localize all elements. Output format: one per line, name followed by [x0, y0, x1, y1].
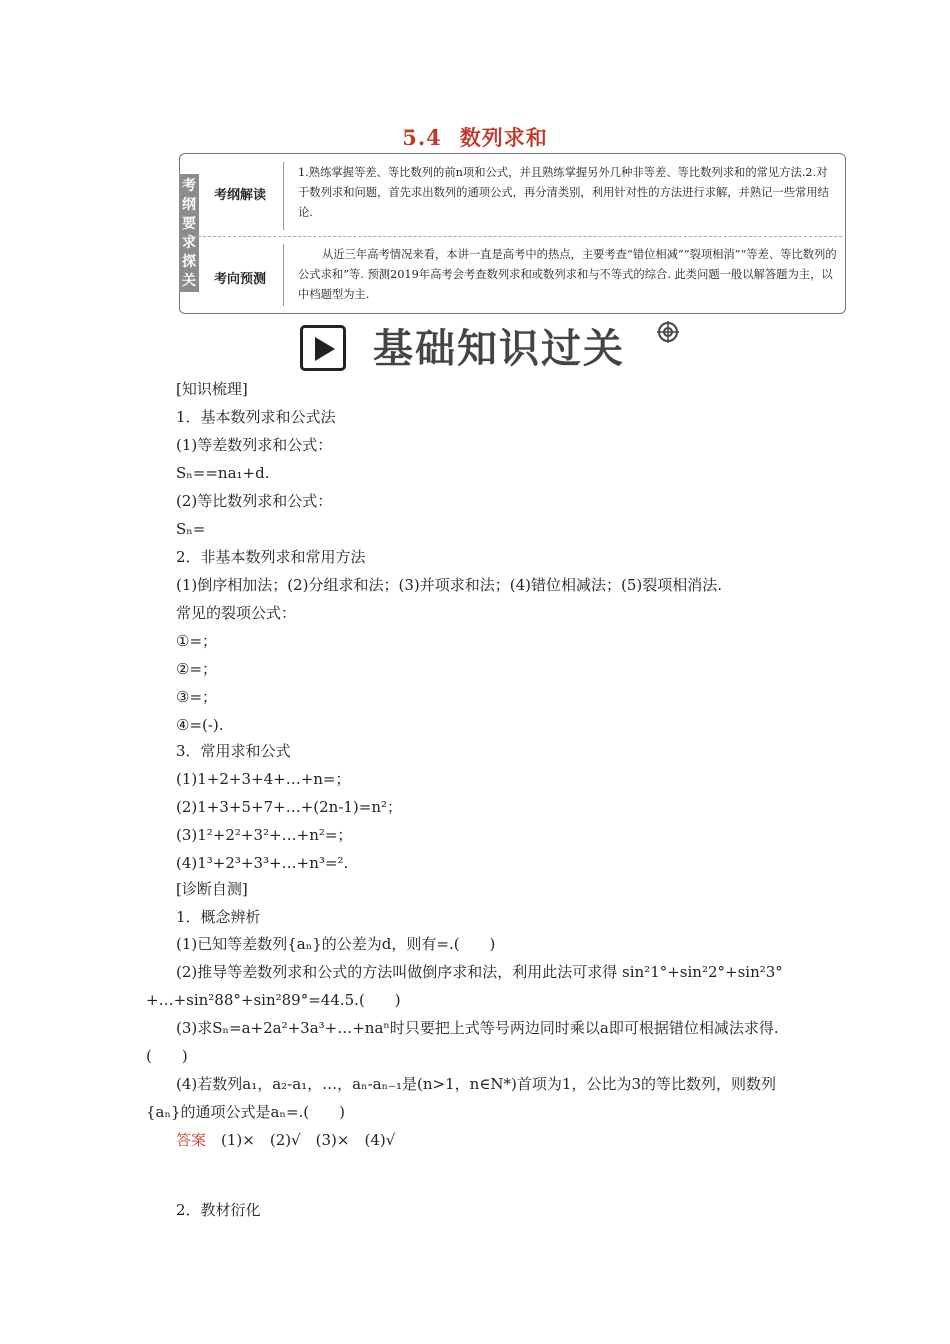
heading-concepts: 1．概念辨析 [176, 908, 261, 926]
row-text-forecast: 从近三年高考情况来看，本讲一直是高考中的热点，主要考查“错位相减”“裂项相消”“等差、等比数列的公式求和”等. 预测2019年高考会考查数列求和或数列求和与不等式的综合. 此类问题一般以解答题为主，以中档题型为主. [298, 248, 837, 301]
sidebar-char: 纲 [182, 197, 196, 213]
answer-line [176, 1130, 395, 1150]
row-text-syllabus: 1.熟练掌握等差、等比数列的前n项和公式，并且熟练掌握另外几种非等差、等比数列求和的常见方法.2.对于数列求和问题，首先求出数列的通项公式，再分清类别，利用针对性的方法进行求解，并熟记一些常用结论. [298, 166, 829, 219]
play-icon [300, 325, 346, 371]
sidebar-char: 考 [182, 178, 196, 194]
syllabus-sidebar [179, 174, 199, 292]
formula-line: (3)1²+2²+3²+…+n²=； [176, 826, 353, 844]
heading-textbook: 2．教材衍化 [176, 1201, 261, 1219]
sidebar-char: 求 [182, 235, 196, 251]
question-paragraph: (3)求Sₙ=a+2a²+3a³+…+naⁿ时只要把上式等号两边同时乘以a即可根据错位相减法求得.( ) [146, 1019, 779, 1065]
row-divider [283, 244, 284, 306]
heading-common-sums: 3．常用求和公式 [176, 742, 291, 760]
heading-self-test: [诊断自测] [176, 880, 248, 898]
section-title [0, 122, 950, 152]
formula-line: ①=； [176, 632, 218, 650]
text-line: (1)等差数列求和公式： [176, 436, 333, 454]
text-line: 常见的裂项公式： [176, 604, 297, 622]
section-banner [300, 325, 690, 373]
sidebar-char: 要 [182, 216, 196, 232]
row-label-forecast: 考向预测 [214, 272, 267, 287]
text-line: (1)倒序相加法；(2)分组求和法；(3)并项求和法；(4)错位相减法；(5)裂项相消法. [176, 576, 723, 594]
formula-line: (1)1+2+3+4+…+n=； [176, 770, 351, 788]
row-divider [283, 162, 284, 230]
text-line: (2)等比数列求和公式： [176, 492, 333, 510]
answer-text: (1)× (2)√ (3)× (4)√ [221, 1131, 396, 1149]
row-label-syllabus: 考纲解读 [214, 188, 267, 203]
banner-text: 基础知识过关 [373, 326, 625, 372]
formula-line: Sₙ==na₁+d. [176, 464, 270, 482]
section-name: 数列求和 [459, 125, 548, 150]
heading-knowledge: [知识梳理] [176, 380, 248, 398]
heading-basic-formula: 1．基本数列求和公式法 [176, 408, 336, 426]
question-paragraph: (2)推导等差数列求和公式的方法叫做倒序求和法，利用此法可求得 sin²1°+sin²2°+sin²3°+…+sin²88°+sin²89°=44.5.( ) [146, 963, 783, 1009]
sidebar-char: 探 [182, 254, 196, 270]
question-line: (1)已知等差数列{aₙ}的公差为d，则有=.( ) [176, 935, 496, 953]
question-paragraph: (4)若数列a₁，a₂-a₁，…，aₙ-aₙ₋₁是(n>1，n∈N*)首项为1，公比为3的等比数列，则数列{aₙ}的通项公式是aₙ=.( ) [146, 1075, 777, 1121]
row-separator [183, 236, 842, 237]
formula-line: ②=； [176, 660, 218, 678]
formula-line: ③=； [176, 688, 218, 706]
formula-line: ④=(-). [176, 716, 224, 734]
sidebar-char: 关 [182, 273, 196, 289]
target-icon [657, 321, 679, 343]
formula-line: (4)1³+2³+3³+…+n³=². [176, 854, 349, 872]
formula-line: (2)1+3+5+7+…+(2n-1)=n²； [176, 798, 403, 816]
answer-label: 答案 [176, 1131, 207, 1149]
heading-methods: 2．非基本数列求和常用方法 [176, 548, 366, 566]
section-number: 5.4 [402, 125, 442, 150]
formula-line: Sₙ= [176, 520, 206, 538]
